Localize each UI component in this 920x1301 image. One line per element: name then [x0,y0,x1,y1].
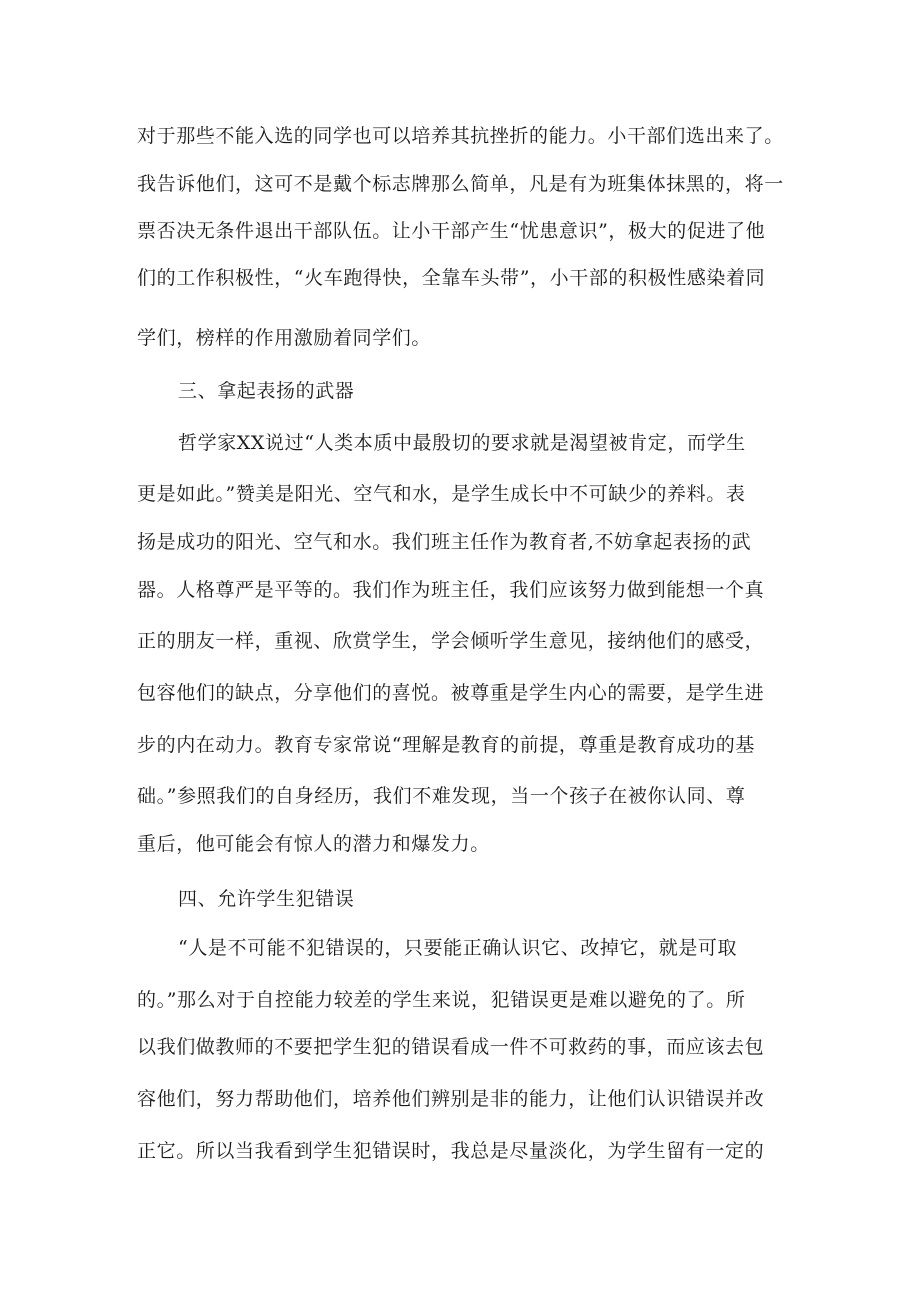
text-line: 们的工作积极性，“火车跑得快，全靠车头带”，小干部的积极性感染着同 [137,267,766,289]
text-line: 正它。所以当我看到学生犯错误时，我总是尽量淡化，为学生留有一定的 [137,1140,765,1162]
text-line: 我告诉他们，这可不是戴个标志牌那么简单，凡是有为班集体抹黑的，将一 [137,173,784,195]
text-line: “人是不可能不犯错误的，只要能正确认识它、改掉它，就是可取 [178,937,738,959]
text-line: 更是如此。”赞美是阳光、空气和水，是学生成长中不可缺少的养料。表 [137,483,746,505]
text-line: 哲学家XX说过“人类本质中最殷切的要求就是渴望被肯定，而学生 [178,432,746,454]
text-line: 以我们做教师的不要把学生犯的错误看成一件不可救药的事，而应该去包 [137,1036,765,1058]
text-line: 包容他们的缺点，分享他们的喜悦。被尊重是学生内心的需要，是学生进 [137,682,765,704]
text-line: 对于那些不能入选的同学也可以培养其抗挫折的能力。小干部们选出来了。 [137,125,784,147]
text-line: 票否决无条件退出干部队伍。让小干部产生“忧患意识”，极大的促进了他 [137,220,766,242]
text-line: 步的内在动力。教育专家常说“理解是教育的前提，尊重是教育成功的基 [137,734,755,756]
text-line: 扬是成功的阳光、空气和水。我们班主任作为教育者,不妨拿起表扬的武 [137,531,752,553]
section-heading: 四、允许学生犯错误 [178,888,355,910]
text-line: 础。”参照我们的自身经历，我们不难发现，当一个孩子在被你认同、尊 [137,785,746,807]
text-line: 的。”那么对于自控能力较差的学生来说，犯错误更是难以避免的了。所 [137,989,746,1011]
text-line: 正的朋友一样，重视、欣赏学生，学会倾听学生意见，接纳他们的感受， [137,630,765,652]
section-heading: 三、拿起表扬的武器 [178,380,355,402]
text-line: 容他们，努力帮助他们，培养他们辨别是非的能力，让他们认识错误并改 [137,1088,765,1110]
text-line: 器。人格尊严是平等的。我们作为班主任，我们应该努力做到能想一个真 [137,579,765,601]
text-line: 学们，榜样的作用激励着同学们。 [137,327,432,349]
text-line: 重后，他可能会有惊人的潜力和爆发力。 [137,833,490,855]
